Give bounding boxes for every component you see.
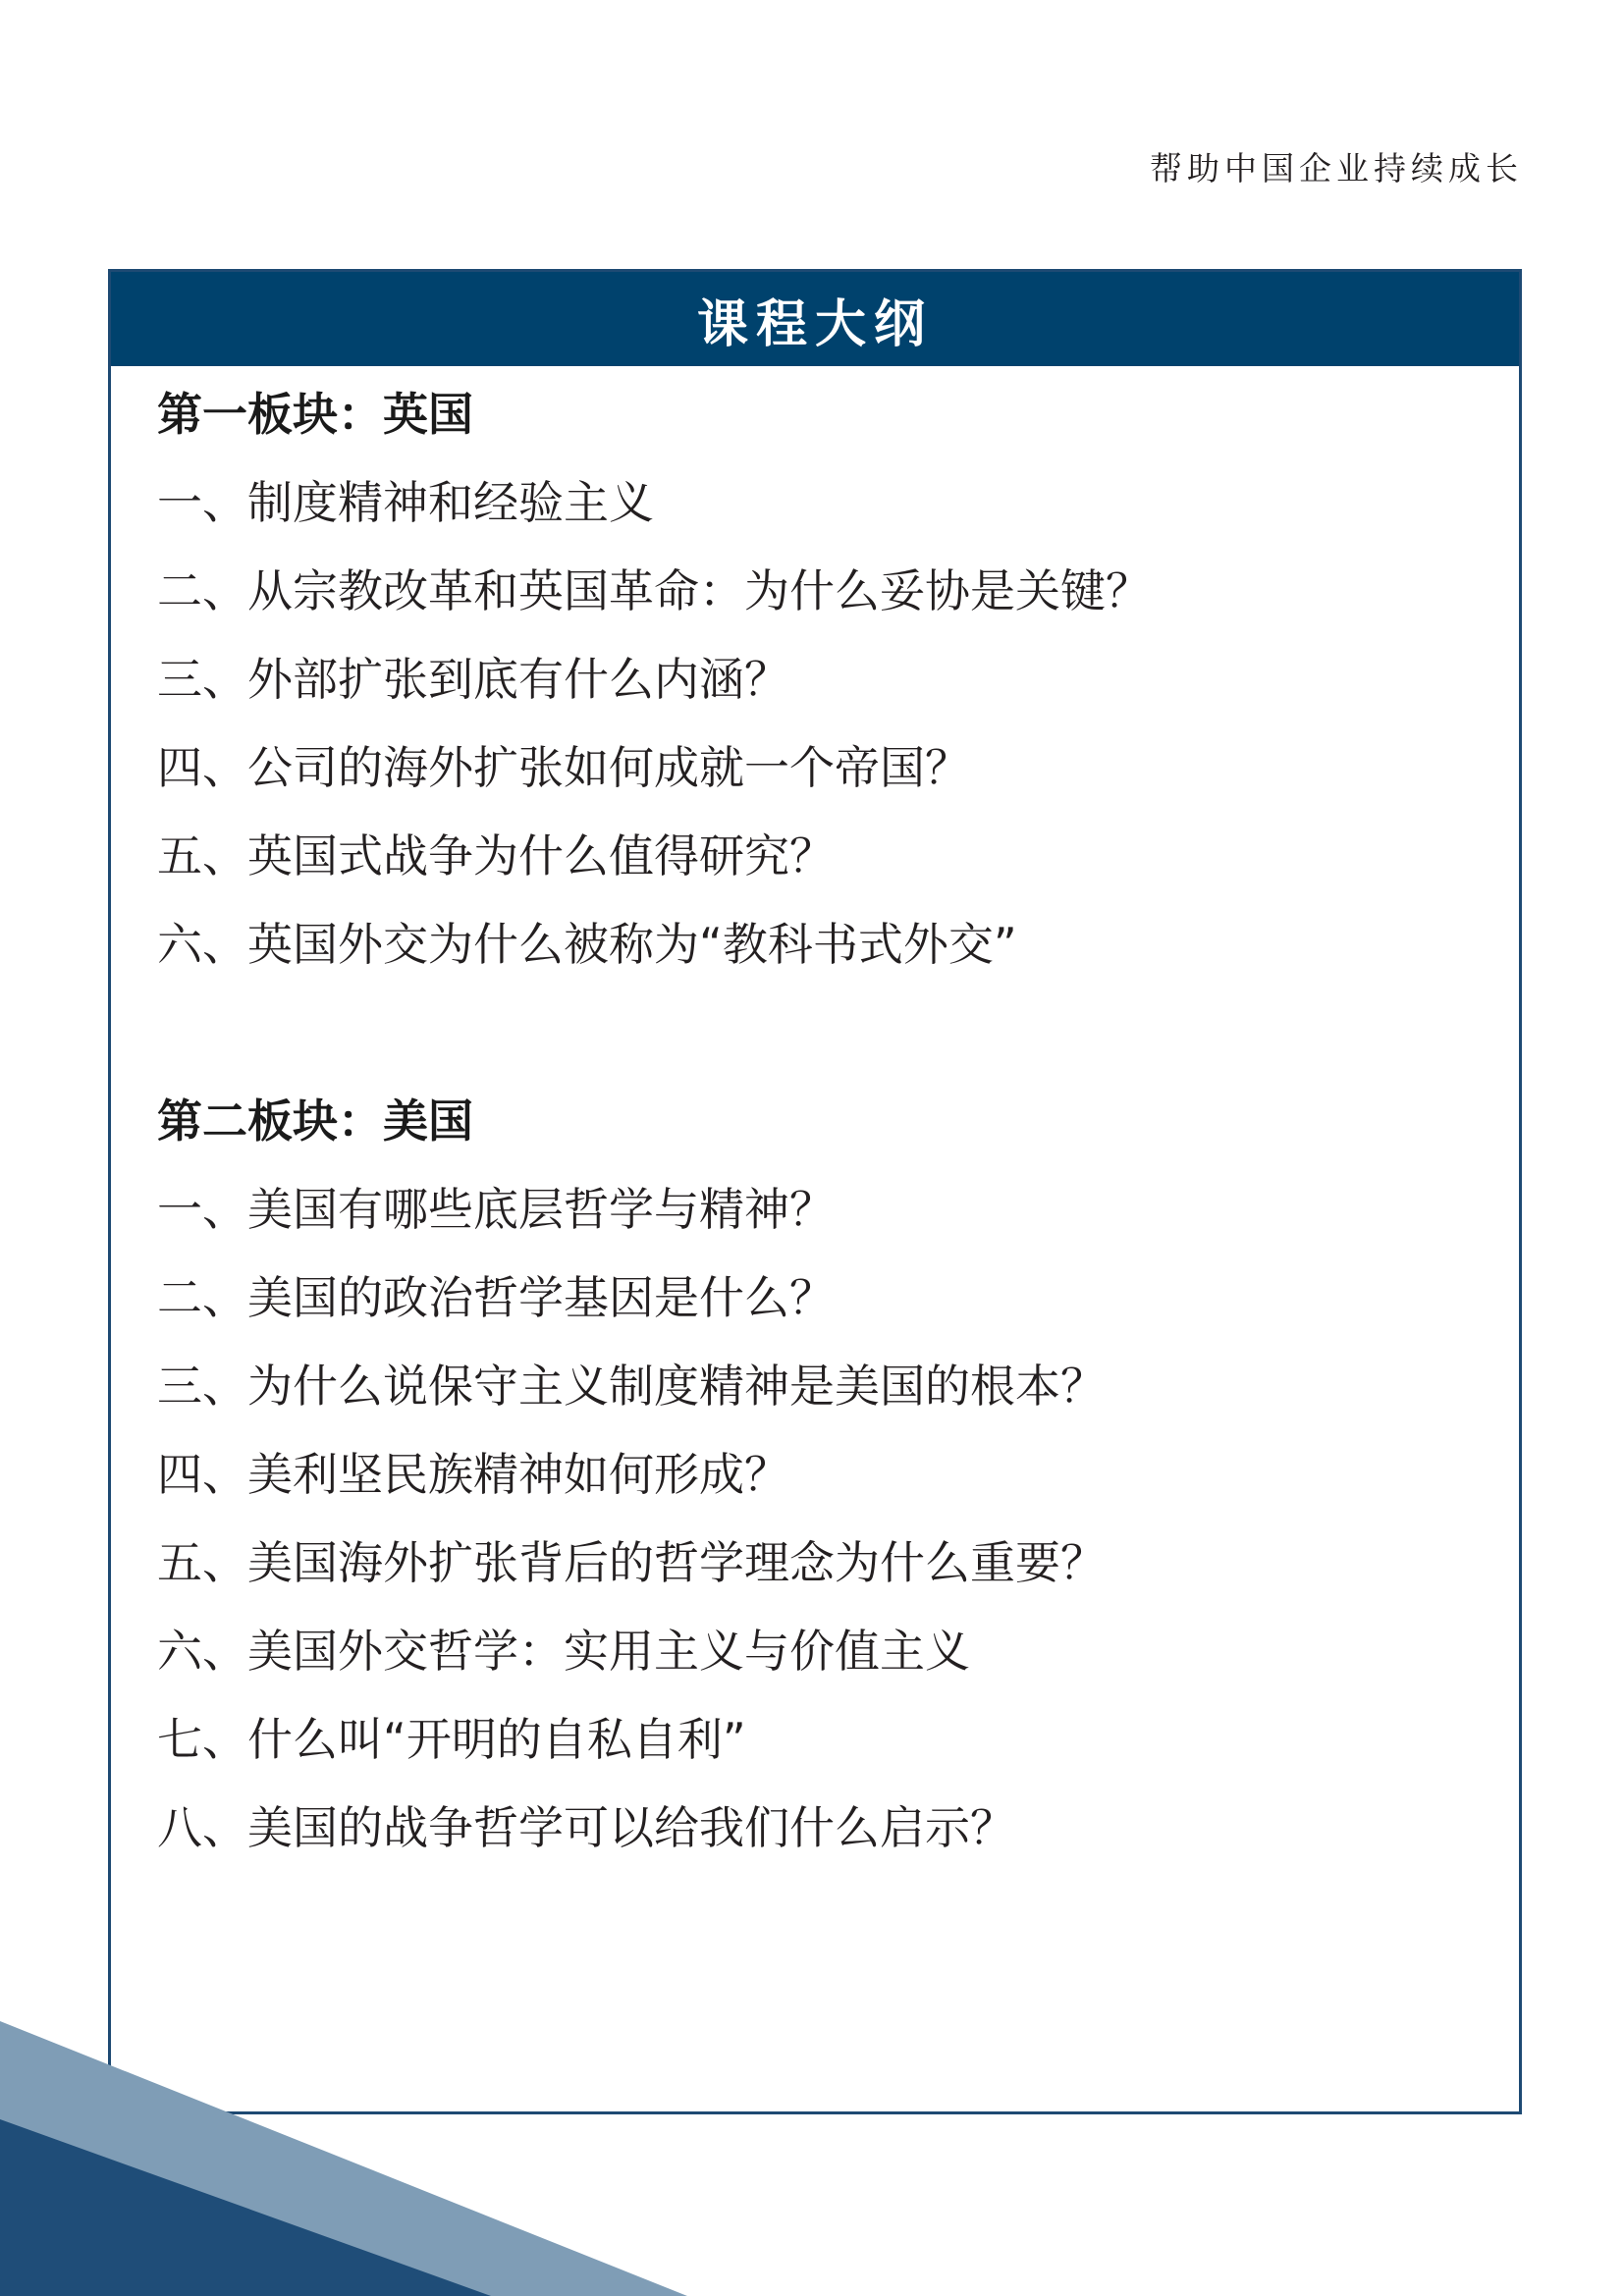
outline-item: 六、英国外交为什么被称为“教科书式外交”: [157, 918, 1017, 971]
outline-item: 六、美国外交哲学：实用主义与价值主义: [157, 1625, 970, 1678]
section-uk: [157, 385, 1480, 974]
outline-item: 一、制度精神和经验主义: [157, 476, 654, 529]
outline-item: 二、美国的政治哲学基因是什么？: [157, 1271, 835, 1324]
outline-title: 课程大纲: [696, 294, 933, 354]
outline-item: 四、美利坚民族精神如何形成？: [157, 1448, 789, 1501]
decorative-corner-graphic: [0, 2021, 687, 2296]
section-heading: 第一板块：英国: [157, 388, 473, 441]
section-heading: 第二板块：美国: [157, 1095, 473, 1148]
outline-item: 五、英国式战争为什么值得研究？: [157, 829, 835, 882]
section-us: [157, 1092, 1480, 1857]
outline-item: 五、美国海外扩张背后的哲学理念为什么重要？: [157, 1536, 1106, 1589]
course-outline-box: [108, 269, 1522, 2114]
outline-item: 四、公司的海外扩张如何成就一个帝国？: [157, 741, 970, 794]
outline-item: 三、外部扩张到底有什么内涵？: [157, 653, 789, 706]
outline-item: 一、美国有哪些底层哲学与精神？: [157, 1183, 835, 1236]
header-tagline: 帮助中国企业持续成长: [1150, 149, 1523, 187]
outline-content: [157, 385, 1480, 1857]
outline-item: 三、为什么说保守主义制度精神是美国的根本？: [157, 1360, 1106, 1413]
outline-item: 七、什么叫“开明的自私自利”: [157, 1713, 746, 1766]
outline-item: 二、从宗教改革和英国革命：为什么妥协是关键？: [157, 564, 1151, 617]
outline-title-band: [111, 272, 1519, 366]
outline-item: 八、美国的战争哲学可以给我们什么启示？: [157, 1801, 1015, 1854]
